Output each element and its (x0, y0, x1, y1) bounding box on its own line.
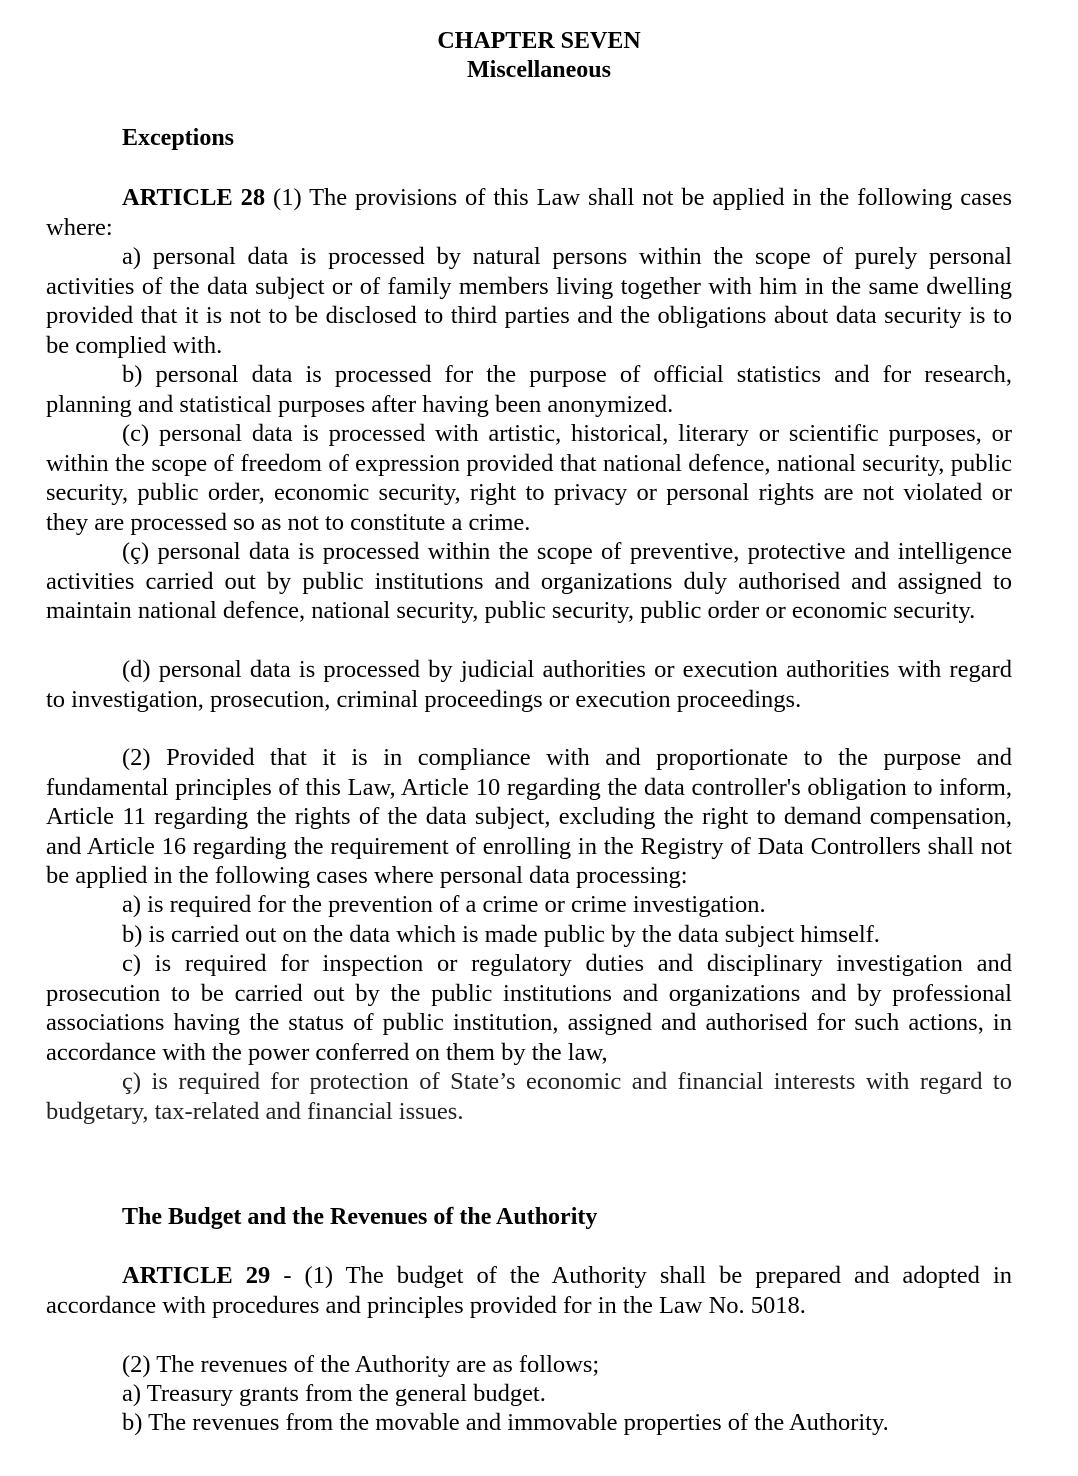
item-text: (c) personal data is processed with artistic, historical, literary or scientific purposes, or within the scope of freedom of expression provided that national defence, national security, public security, public order, economic security, right to privacy or personal rights are not violated or they are processed so as not to constitute a crime. (46, 420, 1012, 536)
item-text: (ç) personal data is processed within the scope of preventive, protective and intelligence activities carried out by public institutions and organizations duly authorised and assigned to maintain national defence, national security, public security, public order or economic security. (46, 538, 1012, 624)
section-heading-budget: The Budget and the Revenues of the Authority (122, 1204, 598, 1230)
article-28-2-item-c (46, 949, 1012, 1067)
article-29-label: ARTICLE 29 (122, 1262, 271, 1289)
article-28-item-c-cedilla (46, 537, 1012, 626)
article-28-paragraph-1 (46, 183, 1012, 242)
paragraph-text: (2) Provided that it is in compliance with and proportionate to the purpose and fundamental principles of this Law, Article 10 regarding the data controller's obligation to inform, Article 11 regarding the rights of the data subject, excluding the right to demand compensation, and Article 16 regarding the requirement of enrolling in the Registry of Data Controllers shall not be applied in the following cases where personal data processing: (46, 744, 1012, 889)
paragraph-text: - (1) The budget of the Authority shall be prepared and adopted in accordance with procedures and principles provided for in the Law No. 5018. (46, 1262, 1013, 1319)
item-text: c) is required for inspection or regulatory duties and disciplinary investigation and prosecution to be carried out by the public institutions and organizations and by professional associations having the status of public institution, assigned and authorised for such actions, in accordance with the power conferred on them by the law, (46, 950, 1012, 1066)
article-28-2-item-c-cedilla (46, 1067, 1012, 1126)
article-28-paragraph-2 (46, 743, 1012, 891)
article-28-item-a (46, 242, 1012, 360)
item-text: (d) personal data is processed by judicial authorities or execution authorities with regard to investigation, prosecution, criminal proceedings or execution proceedings. (46, 656, 1012, 713)
article-28-item-b (46, 360, 1012, 419)
article-29-item-a: a) Treasury grants from the general budget. (122, 1380, 546, 1407)
item-text: ç) is required for protection of State’s economic and financial interests with regard to budgetary, tax-related and financial issues. (46, 1068, 1012, 1125)
article-28-label: ARTICLE 28 (122, 184, 266, 211)
item-text: b) personal data is processed for the purpose of official statistics and for research, planning and statistical purposes after having been anonymized. (46, 361, 1012, 418)
article-28-2-item-a: a) is required for the prevention of a crime or crime investigation. (122, 891, 766, 918)
section-heading-exceptions: Exceptions (122, 125, 235, 151)
article-28-item-d (46, 655, 1012, 714)
article-29-paragraph-2: (2) The revenues of the Authority are as follows; (122, 1351, 600, 1378)
article-29-paragraph-1 (46, 1261, 1012, 1320)
article-28-2-item-b: b) is carried out on the data which is made public by the data subject himself. (122, 921, 880, 948)
article-29-item-b: b) The revenues from the movable and immovable properties of the Authority. (122, 1409, 889, 1436)
article-28-item-c (46, 419, 1012, 537)
chapter-subtitle: Miscellaneous (467, 57, 611, 83)
item-text: a) personal data is processed by natural persons within the scope of purely personal activities of the data subject or of family members living together with him in the same dwelling provided that it is not to be disclosed to third parties and the obligations about data security is to be complied with. (46, 243, 1012, 359)
chapter-title: CHAPTER SEVEN (437, 28, 641, 54)
article-28-p1-text: (1) The provisions of this Law shall not be applied in the following cases where: (46, 184, 1012, 241)
